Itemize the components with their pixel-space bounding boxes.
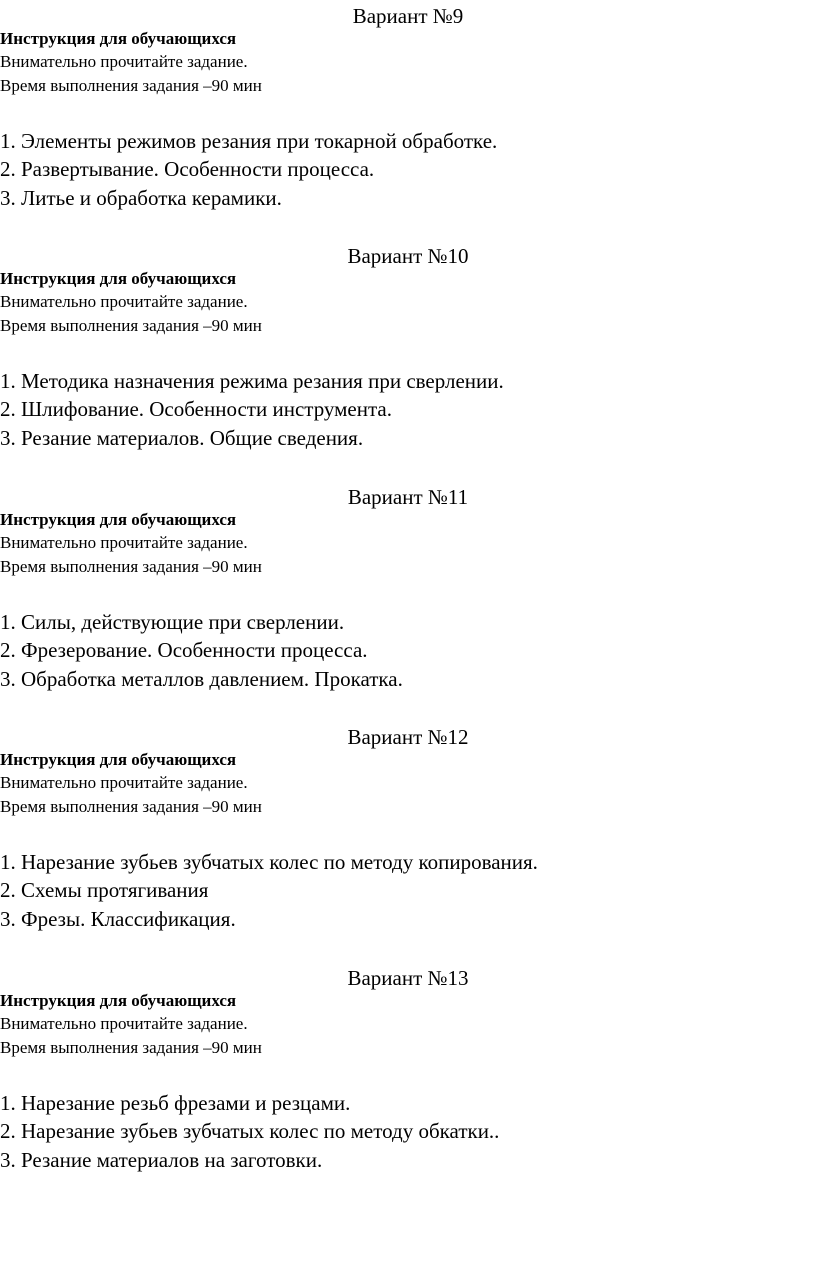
instruction-line: Внимательно прочитайте задание. <box>0 773 248 792</box>
instruction-heading: Инструкция для обучающихся <box>0 750 237 769</box>
task-item: 1. Нарезание зубьев зубчатых колес по методу копирования. <box>0 850 538 874</box>
task-item: 3. Литье и обработка керамики. <box>0 186 282 210</box>
task-item: 3. Обработка металлов давлением. Прокатка. <box>0 667 403 691</box>
instruction-heading: Инструкция для обучающихся <box>0 269 237 288</box>
variant-title: Вариант №9 <box>352 4 464 28</box>
variant-title: Вариант №10 <box>347 244 469 268</box>
variant-title: Вариант №13 <box>347 966 469 990</box>
instruction-heading: Инструкция для обучающихся <box>0 991 237 1010</box>
task-item: 3. Резание материалов. Общие сведения. <box>0 426 364 450</box>
variant-title: Вариант №12 <box>347 725 469 749</box>
instruction-line: Время выполнения задания –90 мин <box>0 1038 262 1057</box>
instruction-line: Время выполнения задания –90 мин <box>0 316 262 335</box>
task-item: 2. Развертывание. Особенности процесса. <box>0 157 375 181</box>
instruction-heading: Инструкция для обучающихся <box>0 29 237 48</box>
variant-title: Вариант №11 <box>347 485 469 509</box>
task-item: 1. Методика назначения режима резания при сверлении. <box>0 369 504 393</box>
instruction-line: Внимательно прочитайте задание. <box>0 1014 248 1033</box>
task-item: 1. Силы, действующие при сверлении. <box>0 610 345 634</box>
task-item: 2. Фрезерование. Особенности процесса. <box>0 638 368 662</box>
task-item: 1. Нарезание резьб фрезами и резцами. <box>0 1091 351 1115</box>
task-item: 2. Шлифование. Особенности инструмента. <box>0 397 392 421</box>
task-item: 3. Фрезы. Классификация. <box>0 907 236 931</box>
instruction-line: Время выполнения задания –90 мин <box>0 557 262 576</box>
instruction-line: Время выполнения задания –90 мин <box>0 76 262 95</box>
task-item: 3. Резание материалов на заготовки. <box>0 1148 323 1172</box>
task-item: 2. Схемы протягивания <box>0 878 209 902</box>
task-item: 2. Нарезание зубьев зубчатых колес по методу обкатки.. <box>0 1119 500 1143</box>
instruction-line: Время выполнения задания –90 мин <box>0 797 262 816</box>
instruction-line: Внимательно прочитайте задание. <box>0 533 248 552</box>
instruction-heading: Инструкция для обучающихся <box>0 510 237 529</box>
instruction-line: Внимательно прочитайте задание. <box>0 52 248 71</box>
task-item: 1. Элементы режимов резания при токарной обработке. <box>0 129 498 153</box>
instruction-line: Внимательно прочитайте задание. <box>0 292 248 311</box>
